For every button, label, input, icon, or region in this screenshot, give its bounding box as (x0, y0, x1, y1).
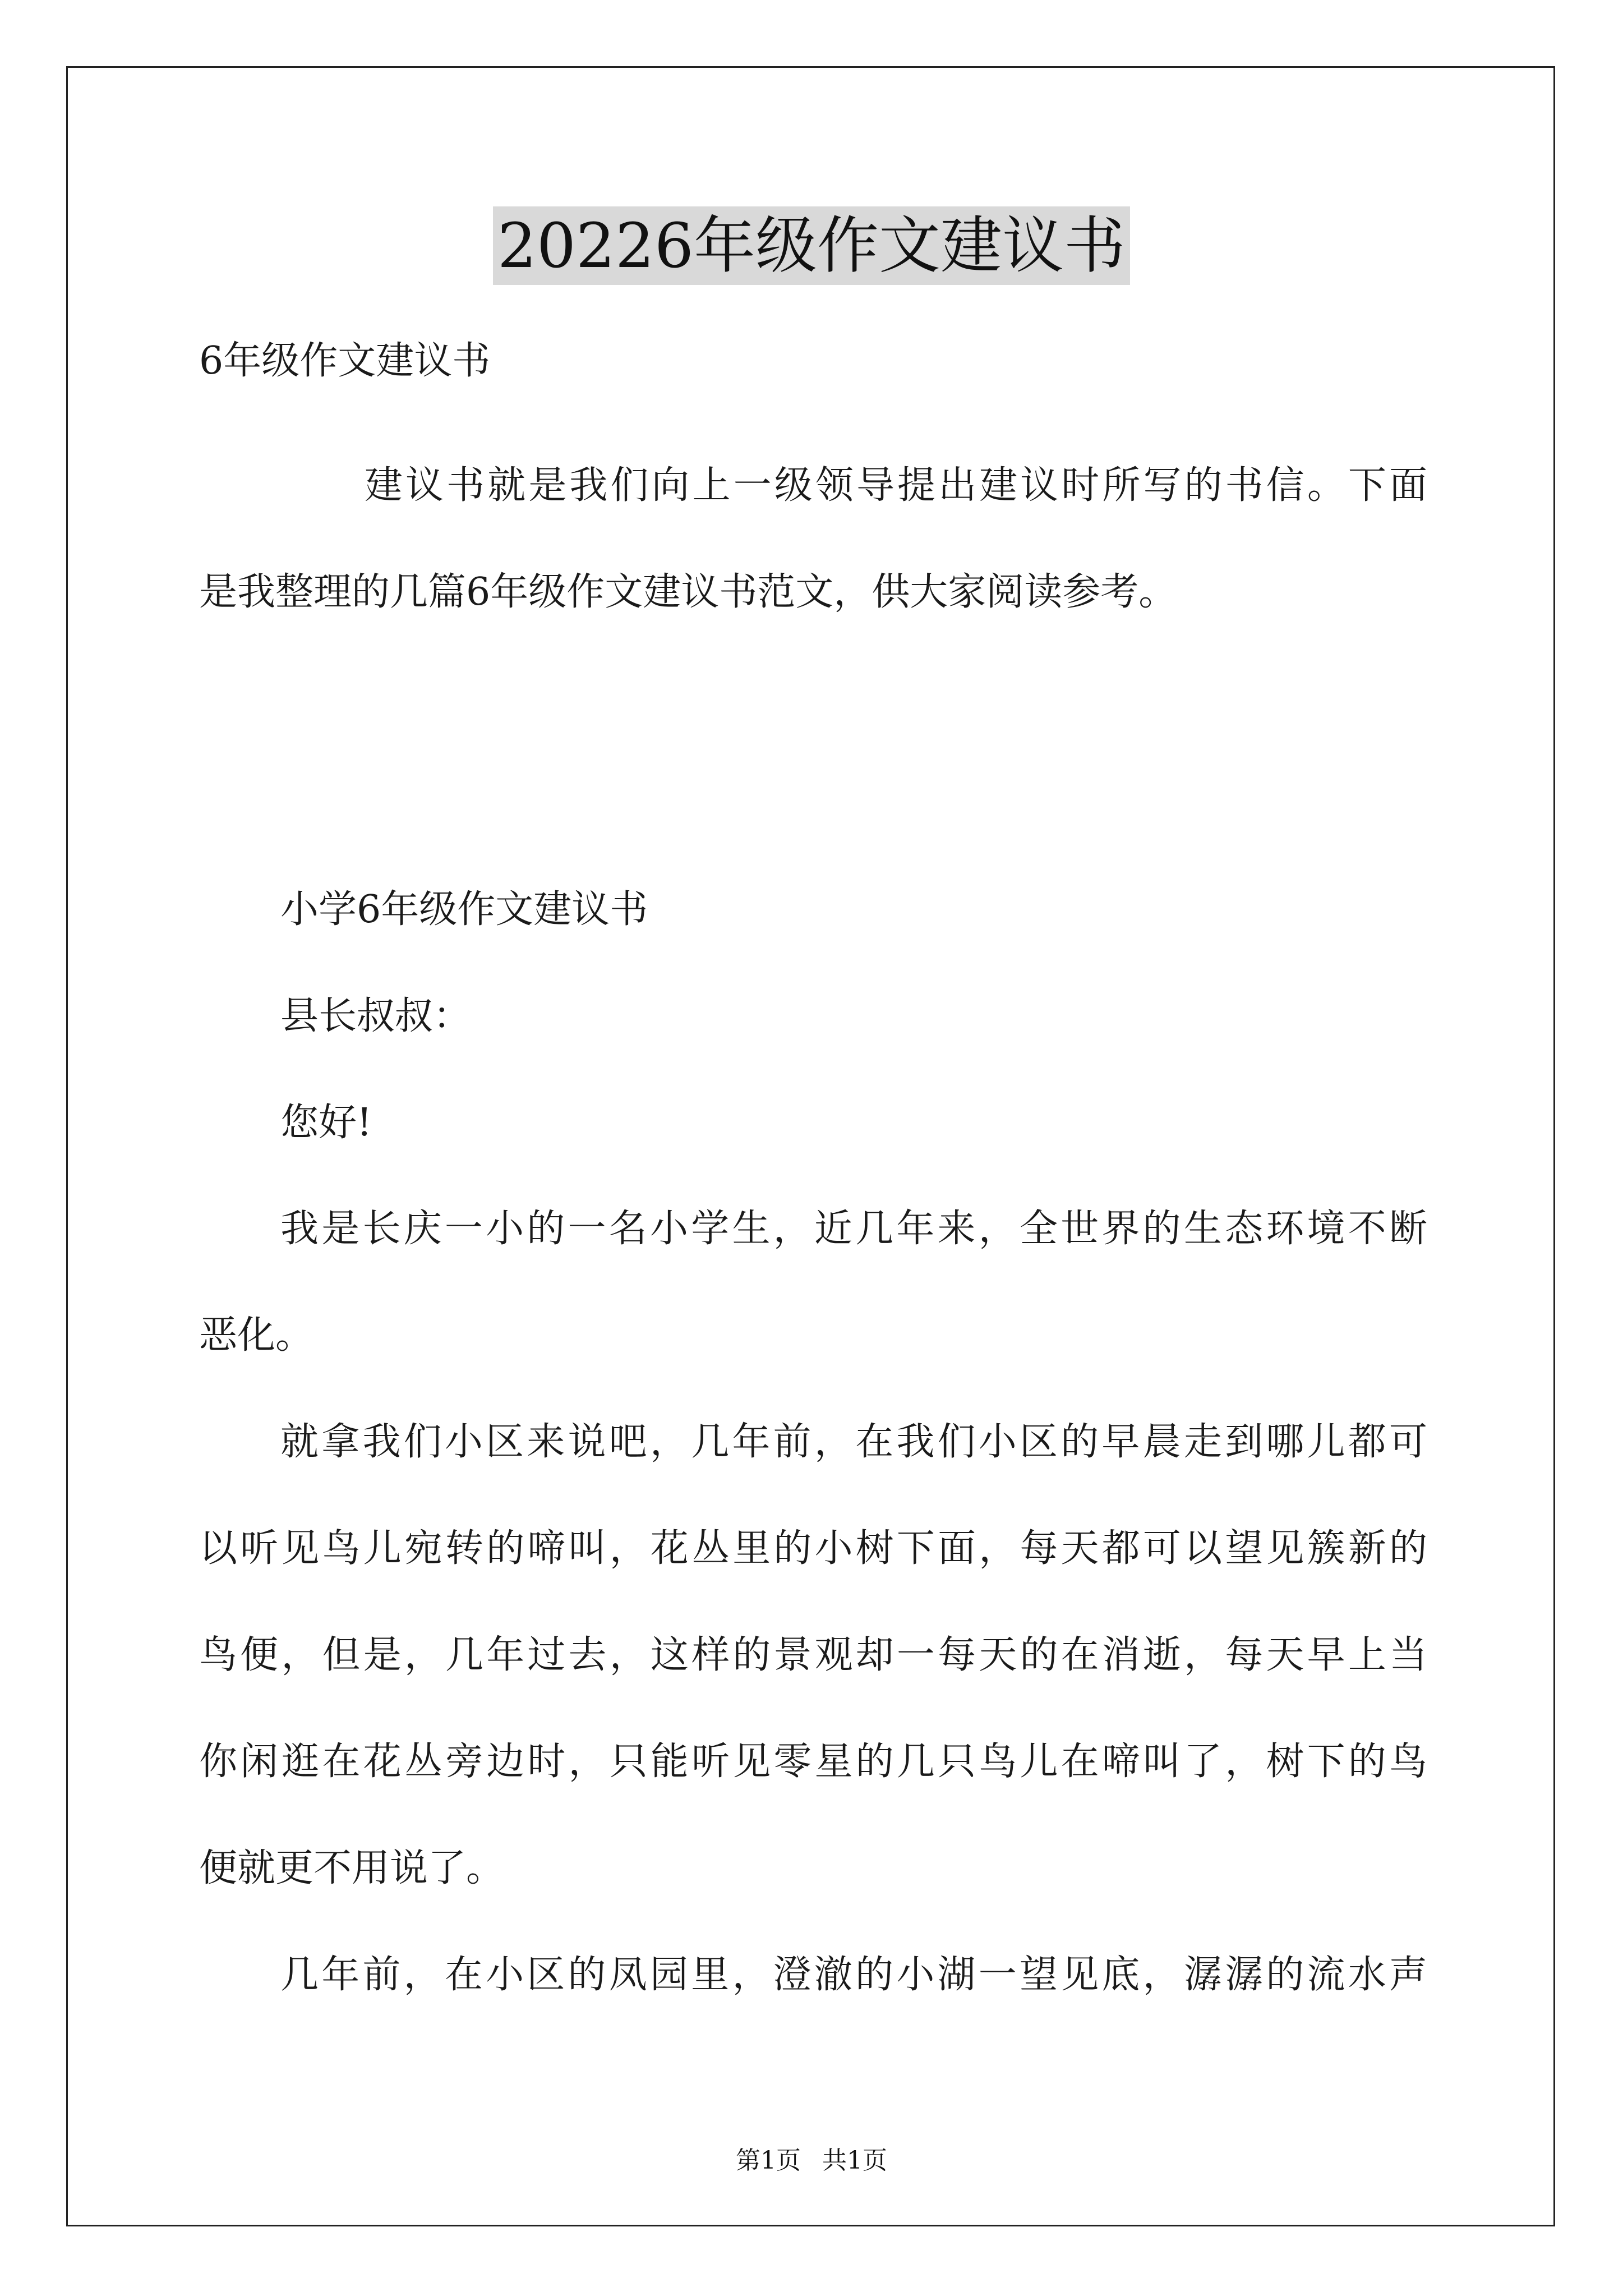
paragraph2-line-4: 你闲逛在花丛旁边时，只能听见零星的几只鸟儿在啼叫了，树下的鸟 (199, 1740, 1427, 1784)
document-subtitle: 6年级作文建议书 (199, 339, 491, 383)
paragraph1-line-1: 我是长庆一小的一名小学生，近几年来，全世界的生态环境不断 (280, 1207, 1427, 1251)
intro-line-1: 建议书就是我们向上一级领导提出建议时所写的书信。下面 (365, 463, 1427, 508)
intro-line-2: 是我整理的几篇6年级作文建议书范文，供大家阅读参考。 (199, 570, 1177, 614)
paragraph2-line-5: 便就更不用说了。 (199, 1846, 505, 1890)
paragraph3-line-1: 几年前，在小区的凤园里，澄澈的小湖一望见底，潺潺的流水声 (280, 1953, 1427, 1997)
document-title: 20226年级作文建议书 (493, 206, 1130, 285)
essay-greeting: 您好! (280, 1101, 372, 1145)
paragraph2-line-2: 以听见鸟儿宛转的啼叫，花丛里的小树下面，每天都可以望见簇新的 (199, 1526, 1427, 1571)
title-container (0, 206, 1623, 285)
page-border (66, 66, 1555, 2226)
page-total: 共1页 (822, 2146, 887, 2175)
essay-heading: 小学6年级作文建议书 (280, 887, 648, 932)
paragraph2-line-3: 鸟便，但是，几年过去，这样的景观却一每天的在消逝，每天早上当 (199, 1633, 1427, 1677)
page-number: 第1页 (736, 2146, 801, 2175)
paragraph1-line-2: 恶化。 (199, 1313, 314, 1358)
page-footer (0, 2140, 1623, 2176)
essay-salutation: 县长叔叔： (280, 994, 472, 1038)
paragraph2-line-1: 就拿我们小区来说吧，几年前，在我们小区的早晨走到哪儿都可 (280, 1420, 1427, 1464)
